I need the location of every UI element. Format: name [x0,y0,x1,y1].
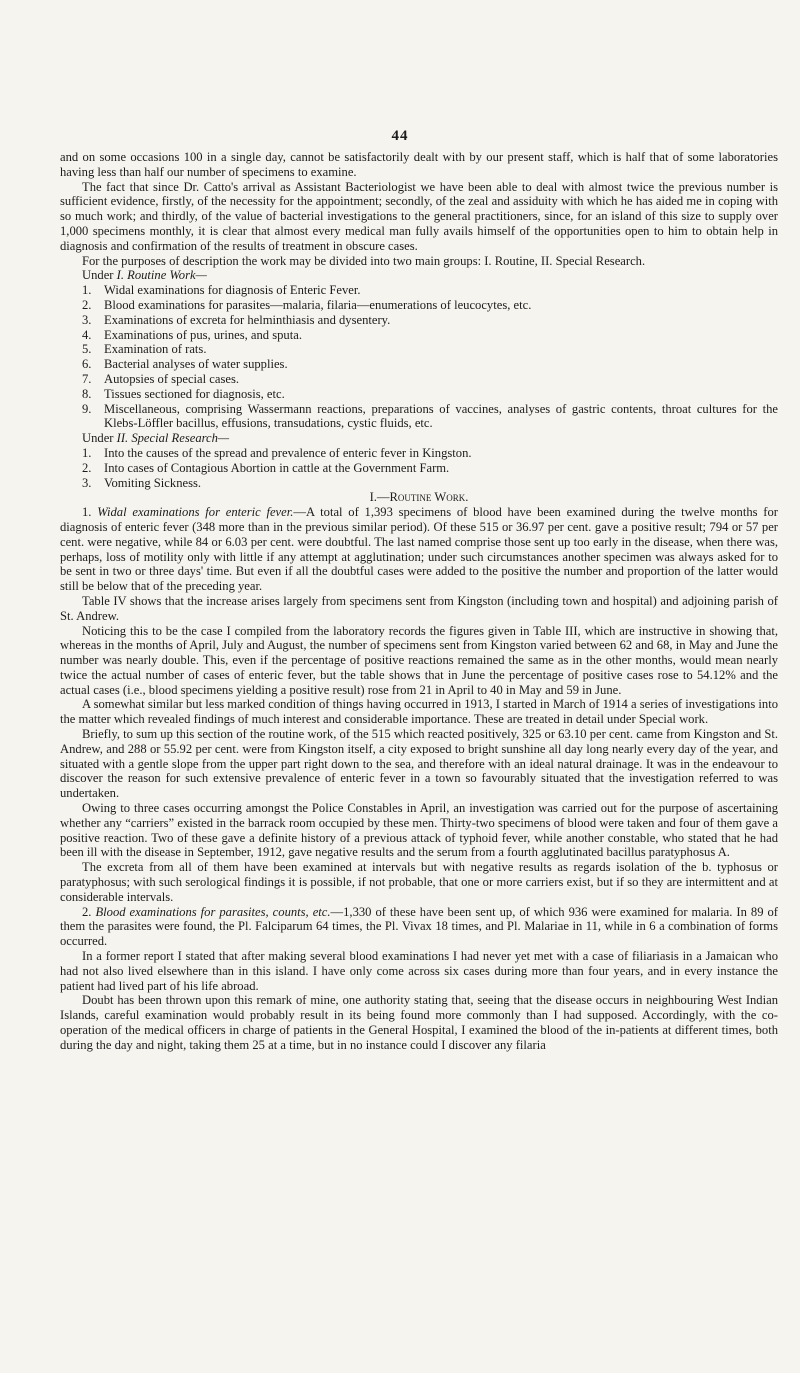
list-item: 5. Examination of rats. [82,342,207,357]
special-title: II. Special Research— [116,431,230,446]
routine-under: Under [82,268,114,283]
list-item: 1. Widal examinations for diagnosis of Enteric Fever. [82,283,361,298]
paragraph-doubt: Doubt has been thrown upon this remark of mine, one authority stating that, seeing that the disease occurs in neighbouring West Indian Islands, careful examination would probably result in its being found more commonly than I had supposed. Accordingly, with the co-operation of the medical officers in charge of patients in the General Hospital, I examined the blood of the in-patients at different times, both during the day and night, taking them 25 at a time, but in no instance could I discover any filaria [60,993,778,1052]
list-item: 1. Into the causes of the spread and prevalence of enteric fever in Kingston. [82,445,472,460]
blood-text: —1,330 of these have been sent up, of which 936 were examined for malaria. In 89 of them the parasites were found, the Pl. Falciparum 64 times, the Pl. Vivax 18 times, and Pl. Malariae in 11, while in 6 a combination of forms occurred. [60,904,778,949]
paragraph-table-iv: Table IV shows that the increase arises largely from specimens sent from Kingston (including town and hospital) and adjoining parish of St. Andrew. [60,593,778,623]
list-item: 2. Blood examinations for parasites—malaria, filaria—enumerations of leucocytes, etc. [82,297,532,312]
list-item: 6. Bacterial analyses of water supplies. [82,357,288,372]
paragraph-catto: The fact that since Dr. Catto's arrival as Assistant Bacteriologist we have been able to deal with almost twice the previous number is sufficient evidence, firstly, of the necessity for the appointment; secondly, of the zeal and assiduity with which he has aided me in coping with so much work; and thirdly, of the value of bacterial investigations to the general practitioners, since, for an island of this size to supply over 1,000 specimens monthly, it is clear that almost every medical man fully avails himself of the opportunities open to him to obtain help in diagnosis and confirmation of the results of treatment in obscure cases. [60,179,778,253]
special-list [60,446,778,490]
special-research-label [60,431,778,446]
paragraph-excreta: The excreta from all of them have been examined at intervals but with negative results as regards isolation of the b. typhosus or paratyphosus; with such serological findings it is possible, if not probable, that one or more carriers exist, but if so they are intermittent and at considerable intervals. [60,860,778,904]
list-item: 3. Examinations of excreta for helminthiasis and dysentery. [82,312,391,327]
paragraph-1913: A somewhat similar but less marked condition of things having occurred in 1913, I started in March of 1914 a series of investigations into the matter which revealed findings of much interest and considerable importance. These are treated in detail under Special work. [60,697,778,727]
blood-number: 2. [82,904,92,919]
widal-text: —A total of 1,393 specimens of blood have been examined during the twelve months for diagnosis of enteric fever (348 more than in the previous similar period). Of these 515 or 36.97 per cent. gave a positive result; 794 or 57 per cent. were negative, while 84 or 6.03 per cent. were doubtful. The last named comprise those sent up too early in the disease, when there was, perhaps, loss of motility only with little if any attempt at agglutination; under such circumstances another specimen was always asked for to be sent in two or three days' time. But even if all the doubtful cases were added to the positive the number and proportion of the latter would still be below that of the preceding year. [60,505,778,594]
paragraph-noticing: Noticing this to be the case I compiled from the laboratory records the figures given in Table III, which are instructive in showing that, whereas in the months of April, July and August, the number of specimens sent from Kingston varied between 62 and 68, in May and June the number was nearly double. This, even if the percentage of positive reactions remained the same as in the other months, would mean nearly twice the actual number of cases of enteric fever, but the table shows that in June the percentage of positive cases rose to 54.12% and the actual cases (i.e., blood specimens yielding a positive result) rose from 21 in April to 40 in May and 59 in June. [60,623,778,697]
paragraph-briefly: Briefly, to sum up this section of the routine work, of the 515 which reacted positively, 325 or 63.10 per cent. came from Kingston and St. Andrew, and 288 or 55.92 per cent. were from Kingston itself, a city exposed to bright sunshine all day long nearly every day of the year, and situated with a gentle slope from the upper part right down to the sea, and therefore with an ideal natural drainage. It was in the endeavour to discover the reason for such extensive prevalence of enteric fever in a town so favourably situated that the investigation referred to was undertaken. [60,727,778,801]
routine-title: I. Routine Work— [116,268,207,283]
routine-list [60,283,778,431]
blood-title: Blood examinations for parasites, counts, etc. [95,904,331,919]
list-item: 4. Examinations of pus, urines, and sputa. [82,327,302,342]
routine-work-label [60,268,778,283]
list-item: 3. Vomiting Sickness. [82,475,202,490]
document-body [60,150,778,1053]
widal-title: Widal examinations for enteric fever. [97,505,294,520]
paragraph-groups: For the purposes of description the work may be divided into two main groups: I. Routine, II. Special Research. [82,253,646,268]
list-item: 9. Miscellaneous, comprising Wassermann reactions, preparations of vaccines, analyses of gastric contents, throat cultures for the Klebs-Löffler bacillus, effusions, transudations, cystic fluids, etc. [82,401,778,431]
widal-number: 1. [82,505,92,520]
special-under: Under [82,431,114,446]
list-item: 2. Into cases of Contagious Abortion in cattle at the Government Farm. [82,460,450,475]
list-item: 8. Tissues sectioned for diagnosis, etc. [82,386,285,401]
list-item: 7. Autopsies of special cases. [82,371,239,386]
paragraph-continuation: and on some occasions 100 in a single day, cannot be satisfactorily dealt with by our present staff, which is half that of some laboratories having less than half our number of specimens to examine. [60,150,778,179]
paragraph-blood [60,905,778,949]
paragraph-widal [60,505,778,594]
paragraph-police: Owing to three cases occurring amongst the Police Constables in April, an investigation was carried out for the purpose of ascertaining whether any “carriers” existed in the barrack room occupied by these men. Thirty-two specimens of blood were taken and four of them gave a positive reaction. Two of these gave a definite history of a previous attack of typhoid fever, while another constable, who stated that he had been ill with the disease in September, 1912, gave negative results and the serum from a fourth agglutinated bacillus paratyphosus A. [60,801,778,860]
page-number: 44 [391,128,409,144]
section-heading: I.—Routine Work. [369,490,469,505]
paragraph-former-report: In a former report I stated that after making several blood examinations I had never yet met with a case of filiariasis in a Jamaican who had not also lived elsewhere than in this island. I have only come across six cases during more than four years, and in every instance the patient had lived part of his life abroad. [60,949,778,993]
